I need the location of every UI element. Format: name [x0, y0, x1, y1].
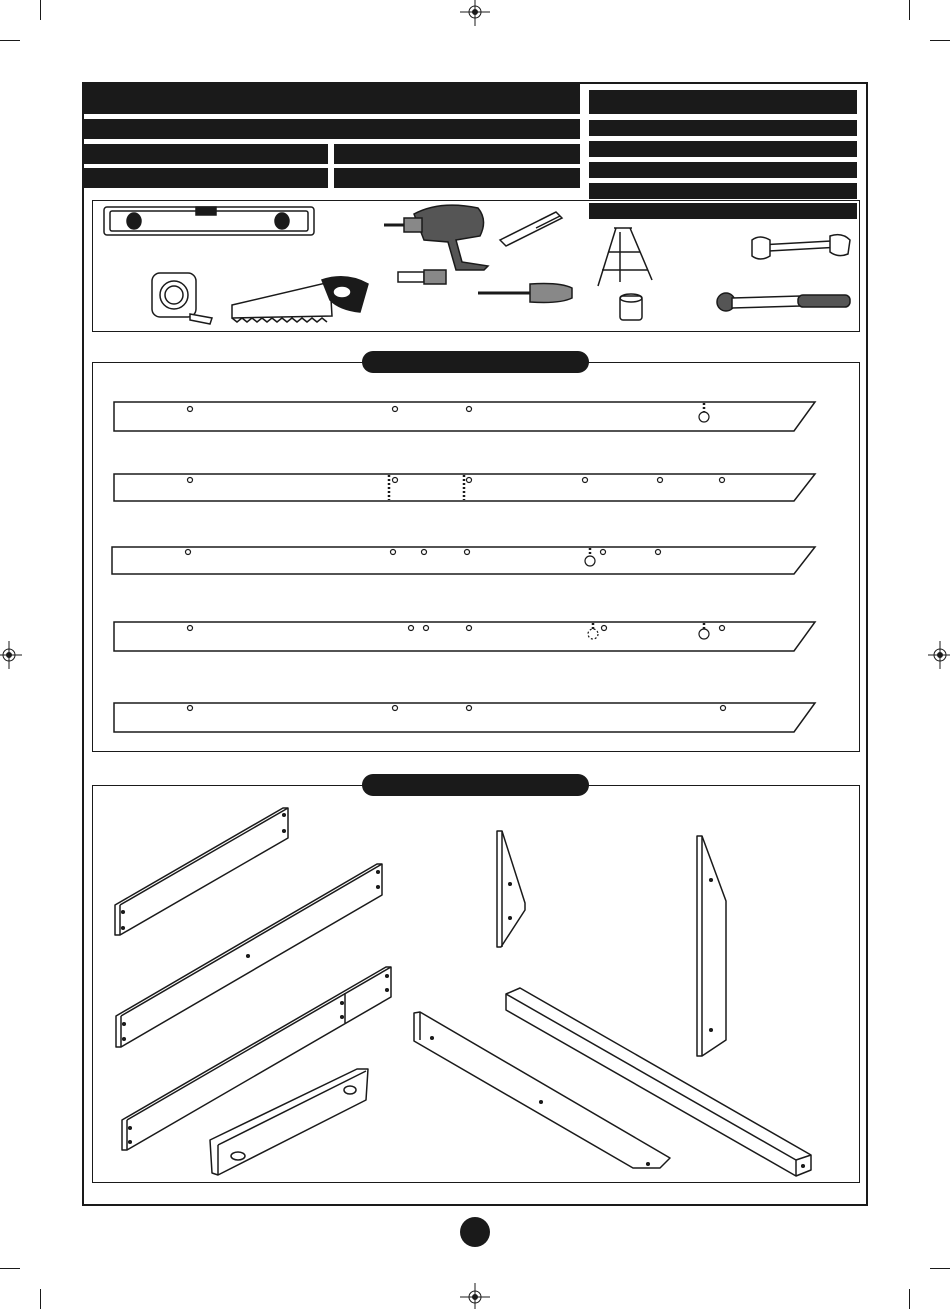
- post-h: [506, 988, 811, 1176]
- board-g: [414, 1012, 670, 1168]
- brace-f: [697, 836, 726, 1056]
- page-number: [460, 1217, 490, 1247]
- board-a: [115, 808, 288, 935]
- brace-e: [497, 831, 525, 947]
